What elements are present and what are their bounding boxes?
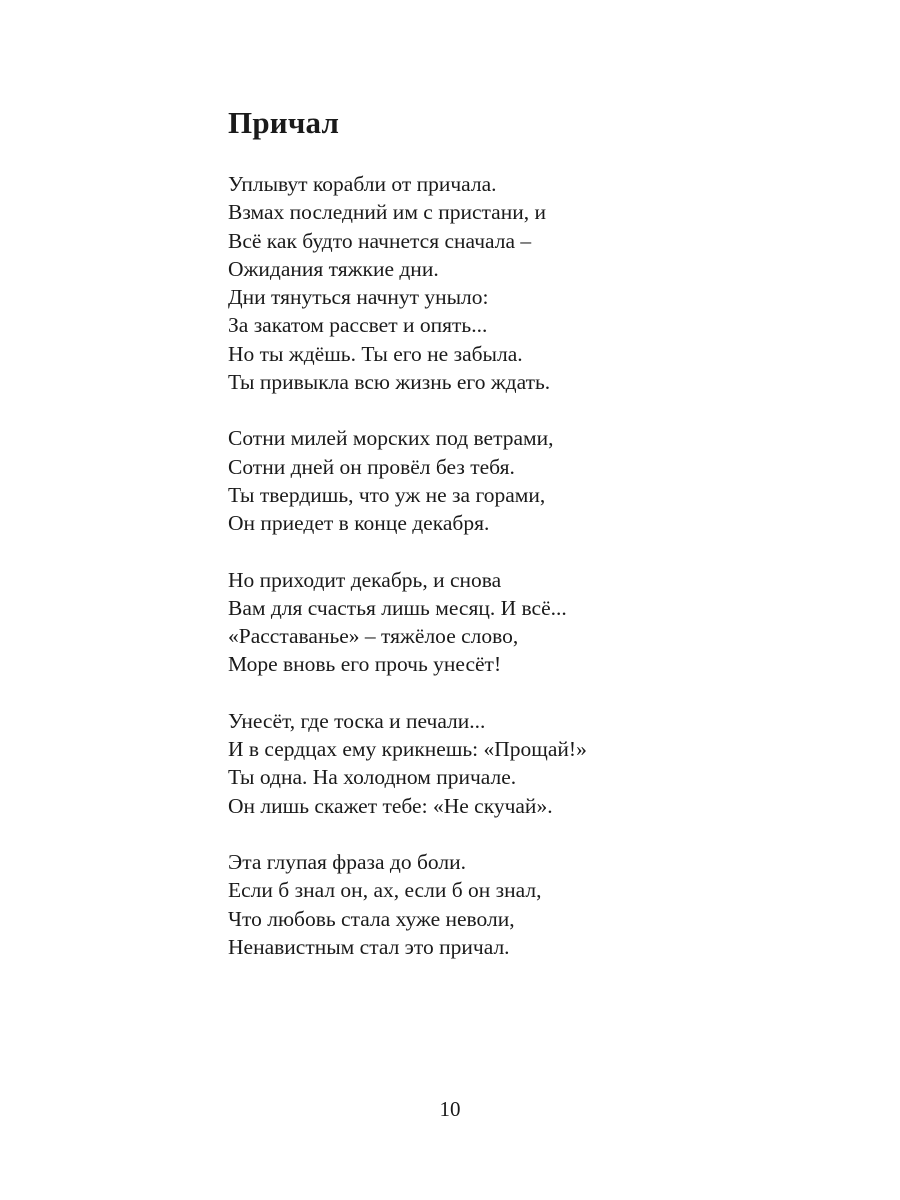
poem-line: Ты твердишь, что уж не за горами, (228, 482, 546, 507)
stanza-5 (228, 848, 788, 961)
poem-line: За закатом рассвет и опять... (228, 313, 488, 338)
stanza-3 (228, 566, 788, 679)
poem-line: Он приедет в конце декабря. (228, 511, 490, 536)
poem-line: Сотни дней он провёл без тебя. (228, 454, 515, 479)
poem-line: Что любовь стала хуже неволи, (228, 906, 515, 931)
poem-line: Он лишь скажет тебе: «Не скучай». (228, 793, 553, 818)
poem-line: Уплывут корабли от причала. (228, 172, 497, 196)
poem-line: Сотни милей морских под ветрами, (228, 426, 554, 451)
poem-line: Море вновь его прочь унесёт! (228, 652, 502, 677)
poem-line: Ты одна. На холодном причале. (228, 765, 517, 790)
stanza-1 (228, 170, 788, 396)
poem-line: Но приходит декабрь, и снова (228, 567, 502, 592)
poem-line: И в сердцах ему крикнешь: «Прощай!» (228, 737, 587, 762)
poem-body (228, 170, 788, 989)
page-number: 10 (439, 1097, 461, 1121)
poem-line: Взмах последний им с пристани, и (228, 200, 546, 225)
poem-line: Вам для счастья лишь месяц. И всё... (228, 595, 567, 620)
stanza-2 (228, 424, 788, 537)
poem-line: Всё как будто начнется сначала – (228, 228, 532, 253)
poem-line: Унесёт, где тоска и печали... (228, 708, 486, 733)
poem-line: Ожидания тяжкие дни. (228, 256, 439, 281)
poem-line: Дни тянуться начнут уныло: (228, 285, 489, 310)
poem-line: Ненавистным стал это причал. (228, 934, 510, 959)
poem-line: Ты привыкла всю жизнь его ждать. (228, 370, 551, 395)
poem-line: Но ты ждёшь. Ты его не забыла. (228, 341, 523, 366)
poem-line: Если б знал он, ах, если б он знал, (228, 878, 542, 903)
poem-title: Причал (228, 105, 340, 140)
poem-line: «Расставанье» – тяжёлое слово, (228, 624, 519, 649)
poem-line: Эта глупая фраза до боли. (228, 849, 467, 874)
stanza-4 (228, 707, 788, 820)
